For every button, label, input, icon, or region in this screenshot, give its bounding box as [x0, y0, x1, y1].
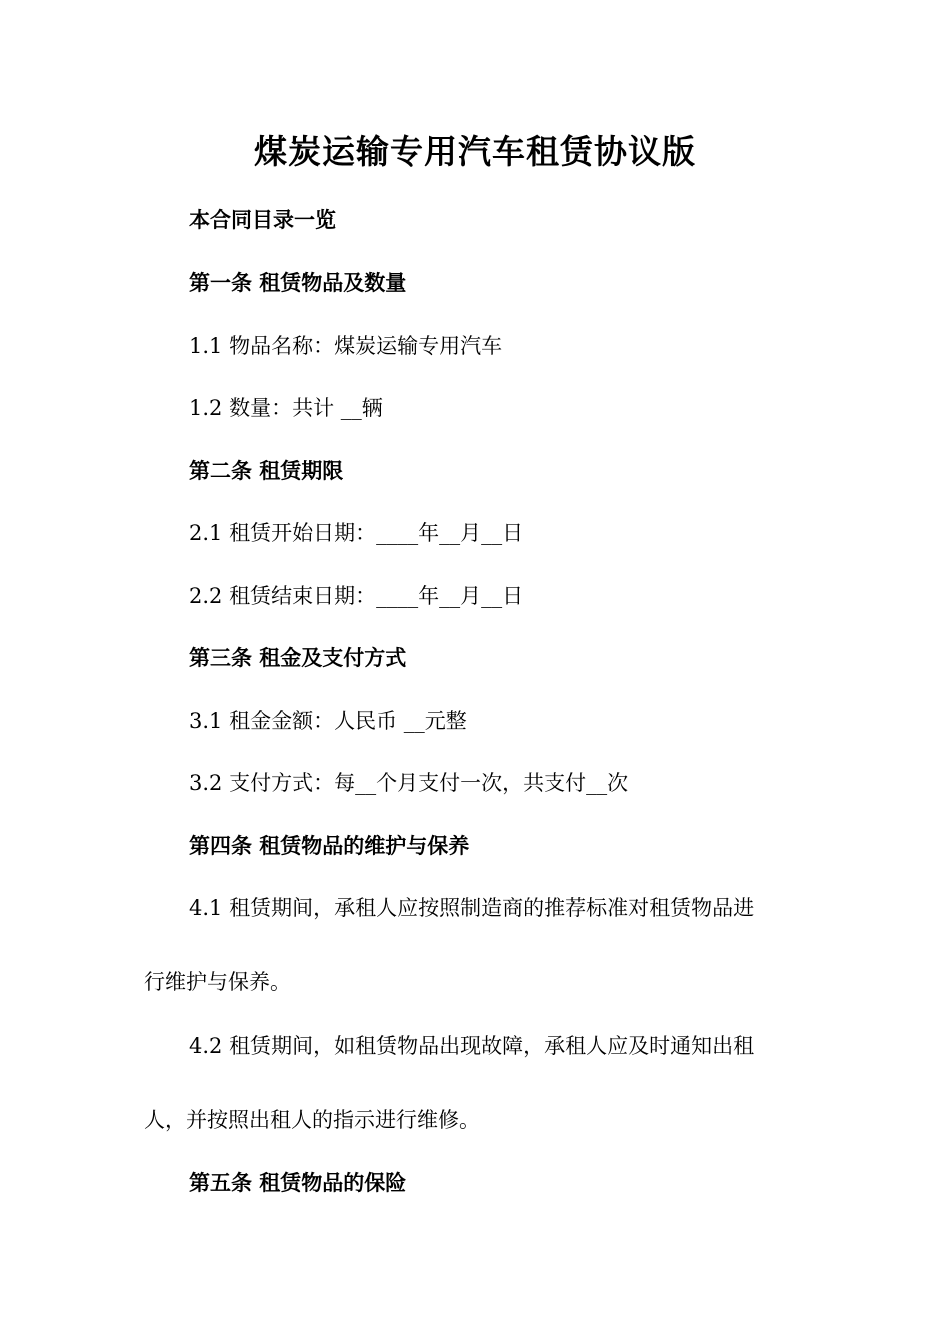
article2-item2: 2.2 租赁结束日期：____年__月__日: [189, 584, 524, 608]
article4-item2-line2: 人，并按照出租人的指示进行维修。: [144, 1108, 480, 1132]
article3-item2: 3.2 支付方式：每__个月支付一次，共支付__次: [189, 771, 629, 795]
article5-heading: 第五条 租赁物品的保险: [189, 1170, 407, 1195]
article3-heading: 第三条 租金及支付方式: [189, 645, 407, 670]
toc-heading: 本合同目录一览: [189, 207, 336, 232]
article4-heading: 第四条 租赁物品的维护与保养: [189, 833, 470, 858]
article2-heading: 第二条 租赁期限: [189, 458, 344, 483]
article1-heading: 第一条 租赁物品及数量: [189, 270, 407, 295]
document-title: 煤炭运输专用汽车租赁协议版: [254, 132, 696, 171]
article3-item1: 3.1 租金金额：人民币 __元整: [189, 709, 467, 733]
article1-item2: 1.2 数量：共计 __辆: [189, 396, 383, 420]
article1-item1: 1.1 物品名称：煤炭运输专用汽车: [189, 334, 503, 358]
article4-item2-line1: 4.2 租赁期间，如租赁物品出现故障，承租人应及时通知出租: [189, 1034, 755, 1058]
article4-item1-line1: 4.1 租赁期间，承租人应按照制造商的推荐标准对租赁物品进: [189, 896, 755, 920]
article4-item1-line2: 行维护与保养。: [144, 970, 291, 994]
article2-item1: 2.1 租赁开始日期：____年__月__日: [189, 521, 524, 545]
